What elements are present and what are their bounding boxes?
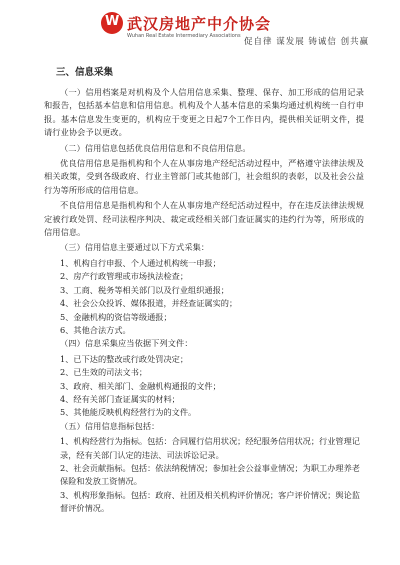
list-item: 3、政府、相关部门、金融机构通报的文件； [60, 380, 221, 391]
section-title: 三、信息采集 [56, 67, 114, 78]
paragraph-collection-methods: （三）信用信息主要通过以下方式采集： [60, 242, 210, 253]
paragraph-bad-credit: 不良信用信息是指机构和个人在从事房地产经纪活动过程中，存在违反法律法规规定被行政处罚、经司法程序判决、裁定或经相关部门查证属实的违约行为等，所形成的信用信息。 [44, 200, 364, 238]
paragraph-credit-info-types: （二）信用信息包括优良信用信息和不良信用信息。 [60, 142, 251, 153]
list-item: 6、其他合法方式。 [60, 324, 131, 335]
paragraph-good-credit: 优良信用信息是指机构和个人在从事房地产经纪活动过程中，严格遵守法律法规及相关政策，受到各级政府、行业主管部门或其他部门，社会组织的表彰，以及社会公益行为等所形成的信用信息。 [44, 158, 364, 195]
organization-name-english: Wuhan Real Estate Intermediary Associations [127, 33, 241, 39]
document-body [44, 64, 364, 516]
list-item: 5、其他能反映机构经营行为的文件。 [60, 407, 197, 418]
list-item: 2、房产行政管理或市场执法检查； [60, 271, 189, 282]
list-item: 2、已生效的司法文书； [60, 367, 148, 378]
list-item: 1、机构经营行为指标。包括：合同履行信用状况；经纪服务信用状况；行业管理记录，经有关部门认定的违法、司法诉讼记录。 [60, 436, 360, 460]
list-item: 5、金融机构的资信等级通报； [60, 311, 172, 322]
paragraph-indicators: （五）信用信息指标包括： [60, 420, 160, 431]
organization-name: 武汉房地产中介协会 [127, 15, 272, 33]
logo-mark: W [105, 14, 119, 29]
list-item: 4、经有关部门查证属实的材料； [60, 393, 180, 404]
letterhead [0, 0, 400, 58]
list-item: 1、已下达的整改或行政处罚决定； [60, 353, 189, 364]
list-item: 1、机构自行申报、个人通过机构统一申报； [60, 257, 221, 268]
list-item: 2、社会贡献指标。包括：依法纳税情况；参加社会公益事业情况；为职工办理养老保险和发放工资情况。 [60, 462, 360, 487]
paragraph-credit-archive: （一）信用档案是对机构及个人信用信息采集、整理、保存、加工形成的信用记录和报告，包括基本信息和信用信息。机构及个人基本信息的采集均通过机构统一自行申报。基本信息发生变更的，机构应于变更之日起7个工作日内，提供相关证明文件，提请行业协会予以更改。 [44, 87, 364, 138]
list-item: 4、社会公众投诉、媒体报道，并经查证属实的； [60, 298, 238, 309]
list-item: 3、机构形象指标。包括：政府、社团及相关机构评价情况；客户评价情况；舆论监督评价情况。 [60, 489, 360, 514]
list-item: 3、工商、税务等相关部门以及行业组织通报； [60, 284, 229, 295]
slogan: 促自律 谋发展 铸诚信 创共赢 [244, 37, 370, 47]
paragraph-collection-documents: （四）信息采集应当依据下列文件： [60, 338, 193, 349]
